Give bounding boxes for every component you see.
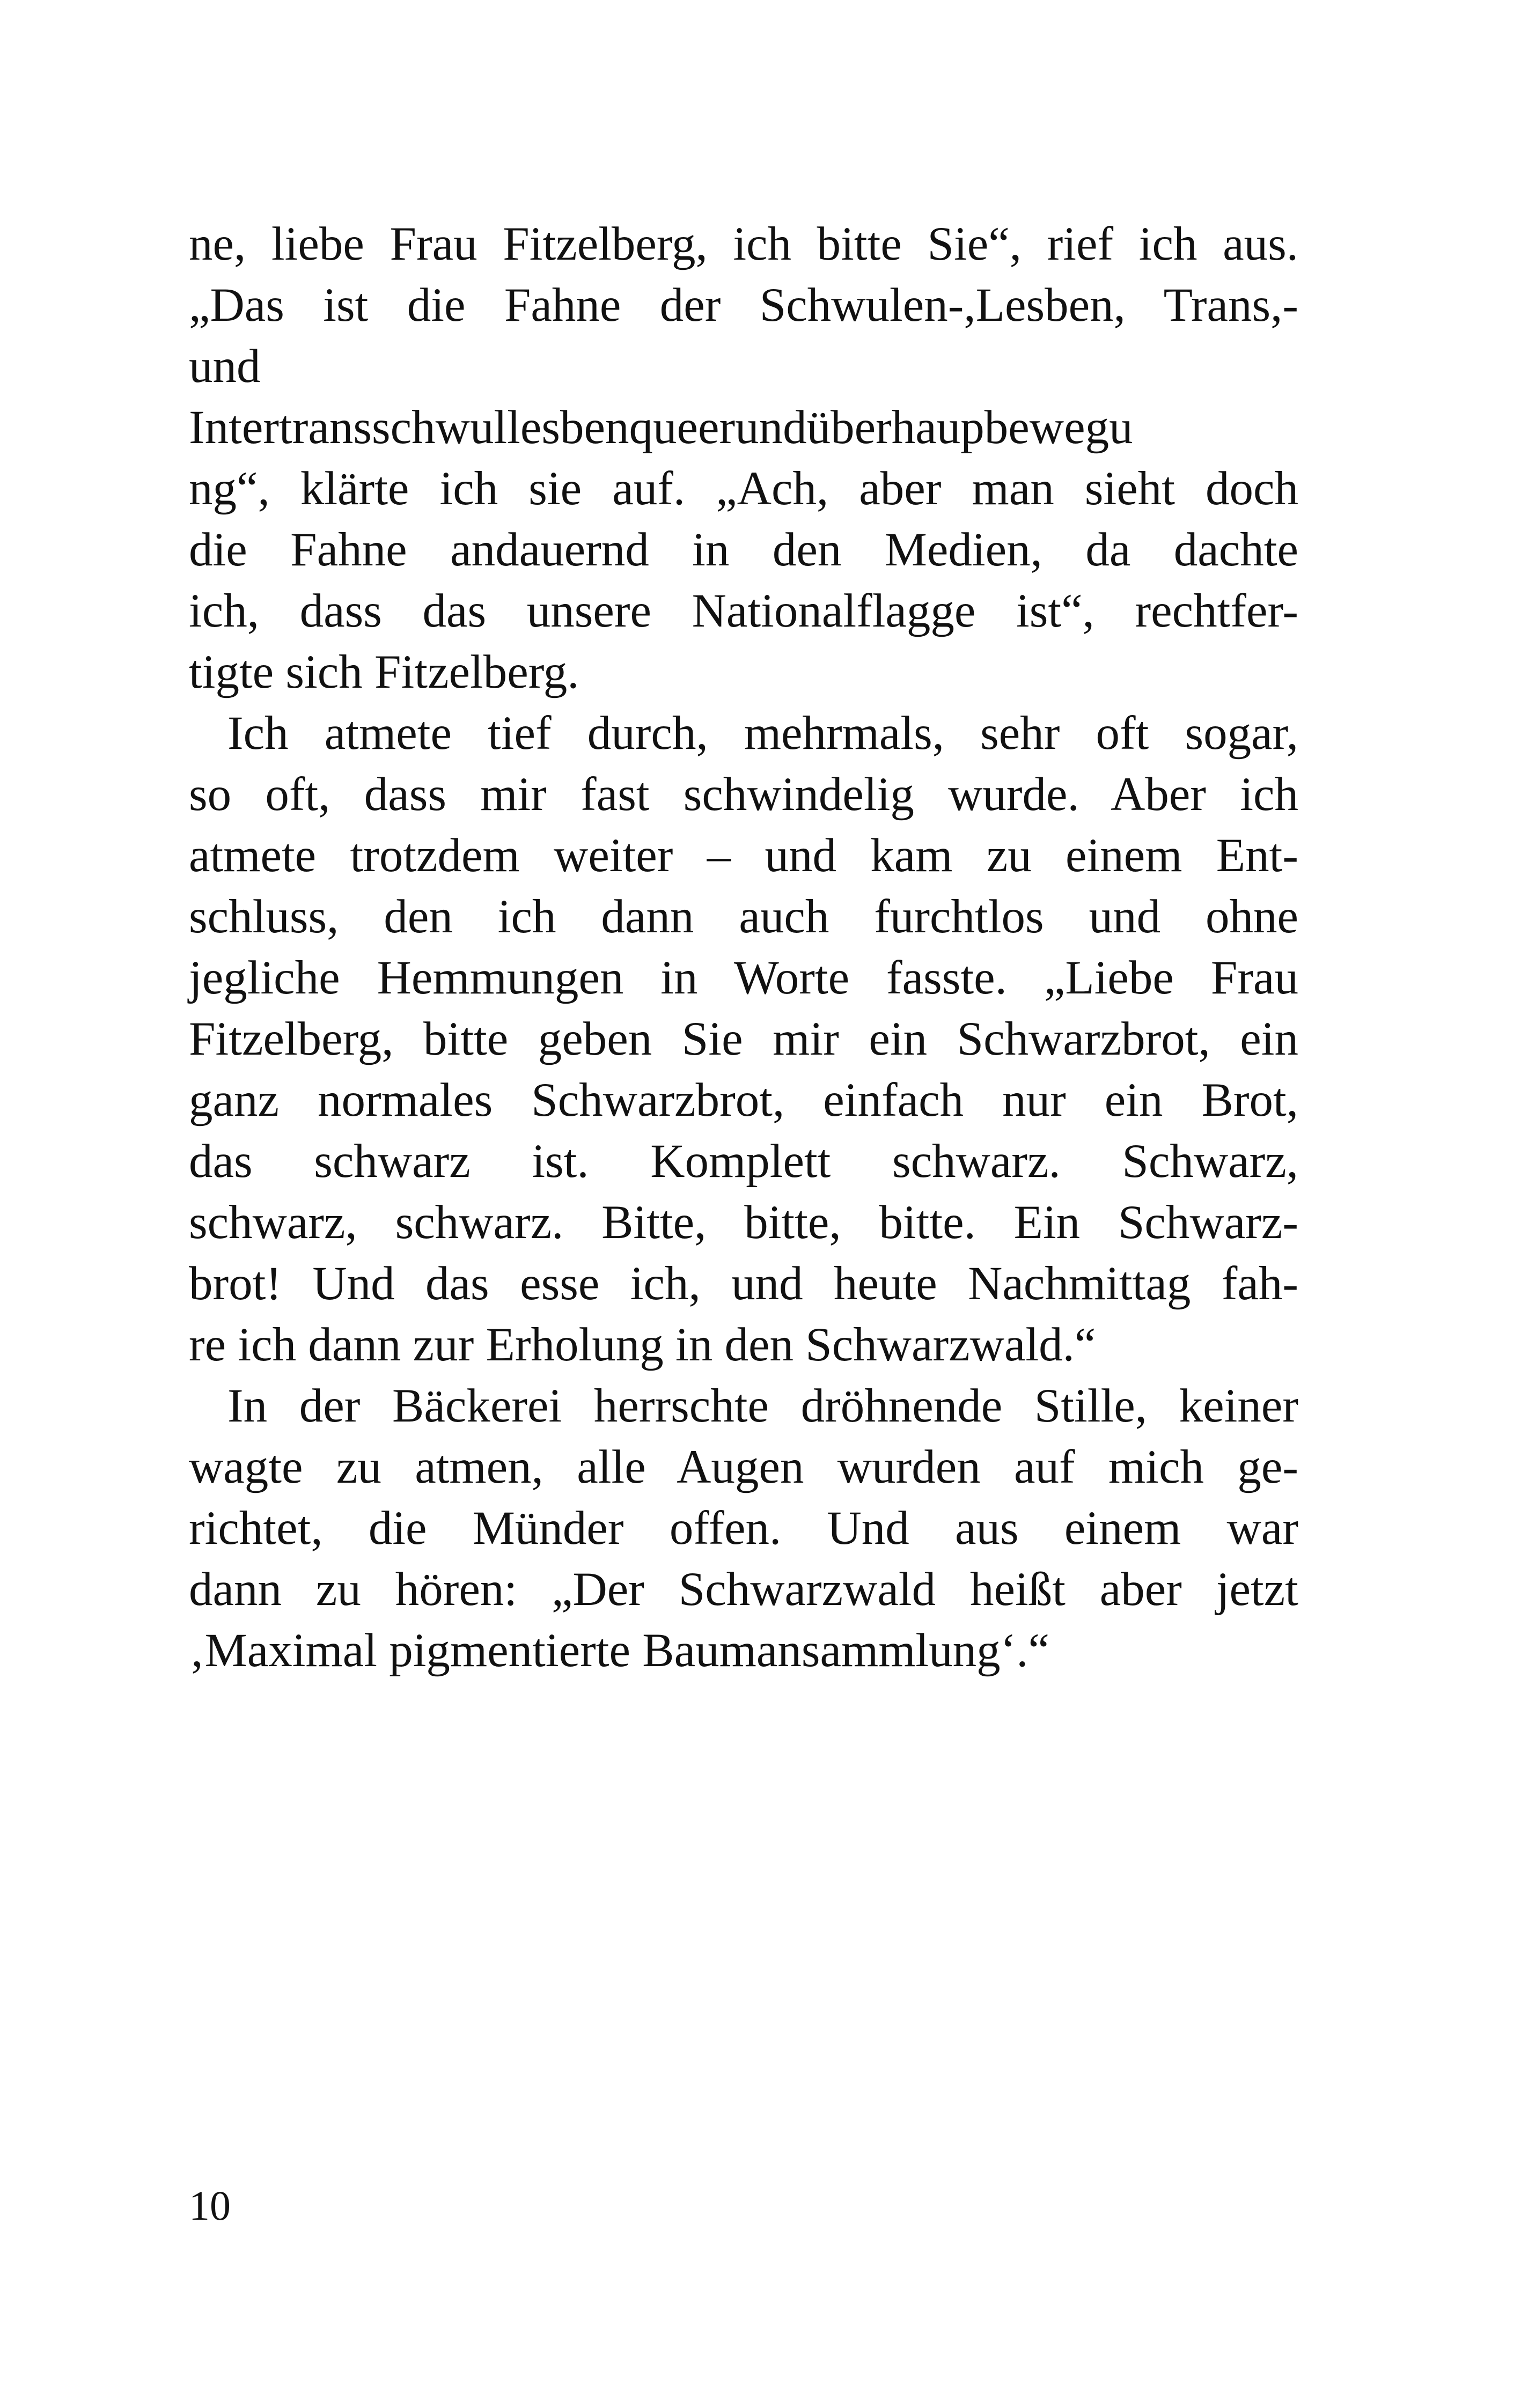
text-line: schluss, den ich dann auch furchtlos und ohne [189, 890, 1298, 943]
text-line: ganz normales Schwarzbrot, einfach nur ein Brot, [189, 1074, 1298, 1126]
paragraph-first-line: In der Bäckerei herrschte dröhnende Stille, keiner [227, 1380, 1298, 1432]
text-line: ne, liebe Frau Fitzelberg, ich bitte Sie“, rief ich aus. [189, 218, 1298, 270]
text-line: richtet, die Münder offen. Und aus einem war [189, 1502, 1298, 1555]
text-line: ich, dass das unsere Nationalflagge ist“, rechtfer- [189, 585, 1298, 637]
text-line: Intertransschwullesbenqueerundüberhaupbewegu [189, 401, 1133, 454]
text-line: und [189, 340, 261, 393]
text-line: die Fahne andauernd in den Medien, da dachte [189, 524, 1298, 576]
text-line: tigte sich Fitzelberg. [189, 646, 579, 698]
page-number: 10 [189, 2182, 231, 2229]
text-line: Fitzelberg, bitte geben Sie mir ein Schwarzbrot, ein [189, 1013, 1298, 1065]
body-text [189, 213, 1298, 1681]
text-line: „Das ist die Fahne der Schwulen-,Lesben, Trans,- [189, 279, 1298, 332]
text-line: ‚Maximal pigmentierte Baumansammlung‘.“ [189, 1624, 1050, 1677]
text-line: atmete trotzdem weiter – und kam zu einem Ent- [189, 829, 1298, 882]
text-line: jegliche Hemmungen in Worte fasste. „Liebe Frau [189, 952, 1298, 1004]
text-line: so oft, dass mir fast schwindelig wurde. Aber ich [189, 768, 1298, 821]
text-line: das schwarz ist. Komplett schwarz. Schwarz, [189, 1135, 1298, 1188]
text-line: brot! Und das esse ich, und heute Nachmittag fah- [189, 1257, 1298, 1310]
text-line: dann zu hören: „Der Schwarzwald heißt aber jetzt [189, 1563, 1298, 1616]
text-line: schwarz, schwarz. Bitte, bitte, bitte. Ein Schwarz- [189, 1196, 1298, 1249]
paragraph-first-line: Ich atmete tief durch, mehrmals, sehr oft sogar, [227, 707, 1298, 760]
text-line: wagte zu atmen, alle Augen wurden auf mich ge- [189, 1441, 1298, 1493]
text-line: ng“, klärte ich sie auf. „Ach, aber man sieht doch [189, 462, 1298, 515]
text-line: re ich dann zur Erholung in den Schwarzwald.“ [189, 1319, 1096, 1371]
